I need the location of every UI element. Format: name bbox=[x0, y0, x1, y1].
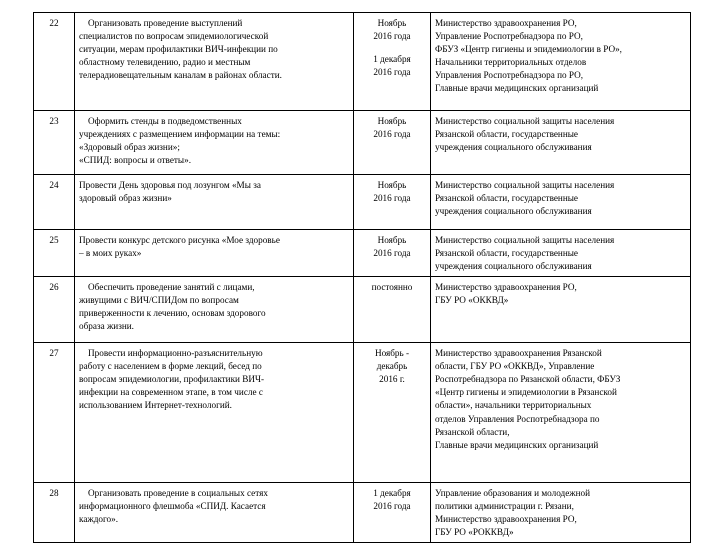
row-date-cell bbox=[354, 483, 431, 543]
date-line: 2016 года bbox=[373, 193, 411, 204]
row-date-cell bbox=[354, 230, 431, 277]
row-action-cell bbox=[75, 13, 354, 111]
date-line: декабрь bbox=[376, 361, 408, 372]
row-number-cell bbox=[34, 277, 75, 343]
row-action-cell bbox=[75, 230, 354, 277]
action-line: работу с населением в форме лекций, бесед по bbox=[79, 361, 262, 372]
date-line: 2016 года bbox=[373, 248, 411, 259]
row-number-cell bbox=[34, 230, 75, 277]
responsible-line: Рязанской области, государственные bbox=[435, 248, 579, 259]
action-line: инфекции на современном этапе, в том числе с bbox=[79, 387, 263, 398]
responsible-line: учреждения социального обслуживания bbox=[435, 261, 592, 272]
row-number-cell bbox=[34, 175, 75, 230]
row-responsible-cell bbox=[431, 175, 691, 230]
action-line: ситуации, мерам профилактики ВИЧ-инфекции по bbox=[79, 44, 278, 55]
responsible-line: Министерство социальной защиты населения bbox=[435, 116, 615, 126]
date-line: Ноябрь bbox=[377, 18, 407, 28]
row-responsible-cell bbox=[431, 277, 691, 343]
table-row bbox=[34, 13, 691, 111]
action-line: использованием Интернет-технологий. bbox=[79, 400, 232, 411]
action-line: телерадиовещательным каналам в районах области. bbox=[79, 70, 282, 81]
action-line: Провести информационно-разъяснительную bbox=[88, 348, 263, 359]
date-line: 2016 года bbox=[373, 501, 411, 512]
action-line: учреждениях с размещением информации на темы: bbox=[79, 129, 281, 140]
action-line: Провести конкурс детского рисунка «Мое здоровье bbox=[79, 235, 280, 245]
date-line: 2016 г. bbox=[379, 374, 405, 385]
action-line: «Здоровый образ жизни»; bbox=[79, 142, 180, 153]
row-number: 23 bbox=[49, 116, 59, 126]
row-date-cell bbox=[354, 277, 431, 343]
responsible-line: Управления Роспотребнадзора по РО, bbox=[435, 70, 584, 81]
row-number: 27 bbox=[49, 348, 59, 359]
responsible-line: отделов Управления Роспотребнадзора по bbox=[435, 413, 600, 424]
responsible-line: Министерство здравоохранения РО, bbox=[435, 282, 577, 293]
responsible-line: ФБУЗ «Центр гигиены и эпидемиологии в РО», bbox=[435, 44, 622, 55]
responsible-line: политики администрации г. Рязани, bbox=[435, 501, 574, 512]
row-date-cell bbox=[354, 111, 431, 175]
responsible-line: Начальники территориальных отделов bbox=[435, 57, 587, 68]
responsible-line: Министерство здравоохранения РО, bbox=[435, 514, 577, 525]
responsible-line: Министерство здравоохранения Рязанской bbox=[435, 348, 602, 359]
row-responsible-cell bbox=[431, 343, 691, 483]
row-number-cell bbox=[34, 13, 75, 111]
date-line: Ноябрь bbox=[377, 116, 407, 126]
responsible-line: области, ГБУ РО «ОККВД», Управление bbox=[435, 361, 595, 372]
table-row bbox=[34, 230, 691, 277]
responsible-line: «Центр гигиены и эпидемиологии в Рязанской bbox=[435, 387, 617, 398]
responsible-line: Рязанской области, государственные bbox=[435, 193, 579, 204]
table-row bbox=[34, 483, 691, 543]
row-number: 26 bbox=[49, 282, 59, 293]
responsible-line: Роспотребнадзора по Рязанской области, ФБУЗ bbox=[435, 374, 621, 385]
row-number-cell bbox=[34, 111, 75, 175]
responsible-line: Рязанской области, государственные bbox=[435, 129, 579, 140]
responsible-line: Министерство здравоохранения РО, bbox=[435, 18, 577, 28]
row-action-cell bbox=[75, 483, 354, 543]
action-line: специалистов по вопросам эпидемиологической bbox=[79, 31, 269, 42]
action-line: информационного флешмоба «СПИД. Касается bbox=[79, 501, 266, 512]
row-number: 22 bbox=[49, 18, 59, 28]
action-line: Организовать проведение выступлений bbox=[88, 18, 243, 28]
table-body bbox=[34, 13, 691, 543]
row-responsible-cell bbox=[431, 13, 691, 111]
action-line: – в моих руках» bbox=[79, 248, 142, 259]
date-line: Ноябрь bbox=[377, 235, 407, 245]
date-line: 1 декабря bbox=[373, 54, 411, 65]
responsible-line: Министерство социальной защиты населения bbox=[435, 235, 615, 245]
row-number: 25 bbox=[49, 235, 59, 245]
date-gap bbox=[358, 43, 426, 53]
action-line: Обеспечить проведение занятий с лицами, bbox=[88, 282, 255, 293]
date-line: Ноябрь - bbox=[374, 348, 410, 359]
table-row bbox=[34, 277, 691, 343]
row-responsible-cell bbox=[431, 111, 691, 175]
row-responsible-cell bbox=[431, 483, 691, 543]
action-line: каждого». bbox=[79, 514, 119, 525]
action-line: областному телевидению, радио и местным bbox=[79, 57, 251, 68]
row-action-cell bbox=[75, 111, 354, 175]
action-line: Оформить стенды в подведомственных bbox=[88, 116, 242, 126]
responsible-line: Управление образования и молодежной bbox=[435, 488, 591, 499]
responsible-line: Министерство социальной защиты населения bbox=[435, 180, 615, 190]
date-line: постоянно bbox=[371, 282, 413, 293]
table-row bbox=[34, 111, 691, 175]
row-number-cell bbox=[34, 343, 75, 483]
responsible-line: Рязанской области, bbox=[435, 426, 510, 437]
date-line: 2016 года bbox=[373, 67, 411, 78]
responsible-line: ГБУ РО «РОККВД» bbox=[435, 527, 514, 538]
table-row bbox=[34, 175, 691, 230]
row-number: 24 bbox=[49, 180, 59, 190]
row-action-cell bbox=[75, 343, 354, 483]
plan-table bbox=[33, 12, 691, 543]
row-responsible-cell bbox=[431, 230, 691, 277]
row-date-cell bbox=[354, 175, 431, 230]
row-number-cell bbox=[34, 483, 75, 543]
responsible-line: области», начальники территориальных bbox=[435, 400, 592, 411]
action-line: здоровый образ жизни» bbox=[79, 193, 172, 204]
responsible-line: Управление Роспотребнадзора по РО, bbox=[435, 31, 583, 42]
action-line: вопросам эпидемиологии, профилактики ВИЧ- bbox=[79, 374, 265, 385]
action-line: живущими с ВИЧ/СПИДом по вопросам bbox=[79, 295, 239, 306]
responsible-line: Главные врачи медицинских организаций bbox=[435, 83, 599, 94]
date-line: Ноябрь bbox=[377, 180, 407, 190]
responsible-line: ГБУ РО «ОККВД» bbox=[435, 295, 509, 306]
date-line: 1 декабря bbox=[373, 488, 411, 499]
responsible-line: учреждения социального обслуживания bbox=[435, 142, 592, 153]
action-line: «СПИД: вопросы и ответы». bbox=[79, 155, 191, 166]
action-line: Провести День здоровья под лозунгом «Мы за bbox=[79, 180, 261, 190]
responsible-line: Главные врачи медицинских организаций bbox=[435, 439, 599, 450]
row-action-cell bbox=[75, 277, 354, 343]
action-line: образа жизни. bbox=[79, 321, 134, 332]
row-action-cell bbox=[75, 175, 354, 230]
row-number: 28 bbox=[49, 488, 59, 499]
action-line: Организовать проведение в социальных сетях bbox=[88, 488, 268, 499]
row-date-cell bbox=[354, 13, 431, 111]
table-row bbox=[34, 343, 691, 483]
action-line: приверженности к лечению, основам здорового bbox=[79, 308, 266, 319]
date-line: 2016 года bbox=[373, 31, 411, 42]
responsible-line: учреждения социального обслуживания bbox=[435, 206, 592, 217]
row-date-cell bbox=[354, 343, 431, 483]
date-line: 2016 года bbox=[373, 129, 411, 140]
